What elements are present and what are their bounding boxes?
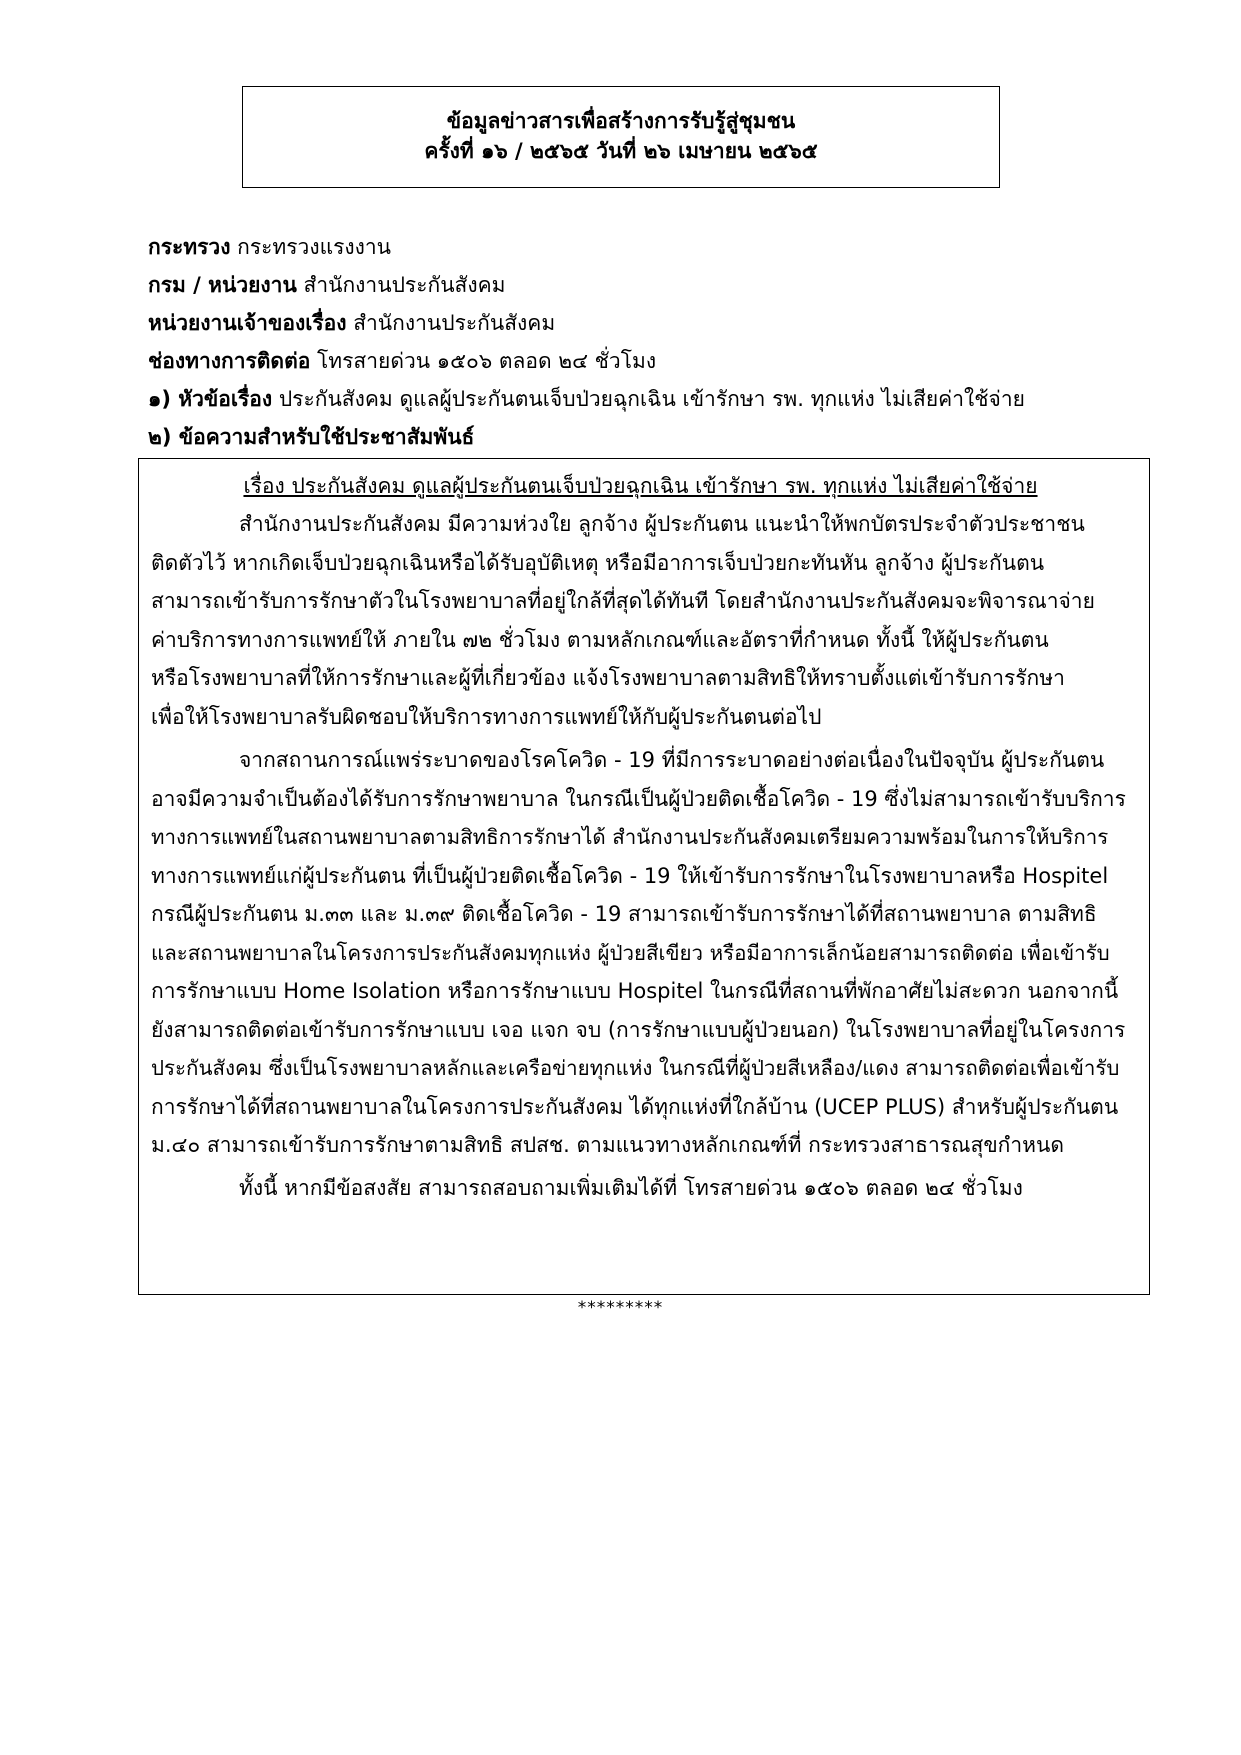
message-box — [138, 458, 1150, 1295]
paragraph-line: ม.๔๐ สามารถเข้ารับการรักษาตามสิทธิ สปสช. ตามแนวทางหลักเกณฑ์ที่ กระทรวงสาธารณสุขกำหนด — [151, 1133, 1065, 1157]
meta-department-label: กรม / หน่วยงาน — [148, 273, 297, 297]
meta-department-value: สำนักงานประกันสังคม — [296, 273, 506, 297]
meta-message-heading — [148, 418, 1148, 456]
paragraph-line: และสถานพยาบาลในโครงการประกันสังคมทุกแห่ง ผู้ป่วยสีเขียว หรือมีอาการเล็กน้อยสามารถติดต่อ เพื่อเข้ารับ — [151, 940, 1110, 965]
paragraph-line: สามารถเข้ารับการรักษาตัวในโรงพยาบาลที่อยู่ใกล้ที่สุดได้ทันที โดยสำนักงานประกันสังคมจะพิจารณาจ่าย — [151, 589, 1095, 613]
paragraph-line: ประกันสังคม ซึ่งเป็นโรงพยาบาลหลักและเครือข่ายทุกแห่ง ในกรณีที่ผู้ป่วยสีเหลือง/แดง สามารถติดต่อเพื่อเข้ารับ — [151, 1056, 1120, 1080]
meta-ministry-value: กระทรวงแรงงาน — [230, 235, 392, 259]
meta-owner-value: สำนักงานประกันสังคม — [346, 311, 556, 335]
paragraph-line: ทางการแพทย์แก่ผู้ประกันตน ที่เป็นผู้ป่วยติดเชื้อโควิด - 19 ให้เข้ารับการรักษาในโรงพยาบาลหรือ Hospitel — [151, 863, 1109, 888]
meta-contact — [148, 342, 1148, 380]
paragraph-line: ทางการแพทย์ในสถานพยาบาลตามสิทธิการรักษาได้ สำนักงานประกันสังคมเตรียมความพร้อมในการให้บริการ — [151, 825, 1109, 849]
meta-topic-value: ประกันสังคม ดูแลผู้ประกันตนเจ็บป่วยฉุกเฉิน เข้ารักษา รพ. ทุกแห่ง ไม่เสียค่าใช้จ่าย — [272, 387, 1025, 411]
paragraph-line: กรณีผู้ประกันตน ม.๓๓ และ ม.๓๙ ติดเชื้อโควิด - 19 สามารถเข้ารับการรักษาได้ที่สถานพยาบาล ตามสิทธิ — [151, 902, 1097, 926]
end-of-document-mark: ********* — [577, 1298, 664, 1318]
paragraph-line: การรักษาแบบ Home Isolation หรือการรักษาแบบ Hospitel ในกรณีที่สถานที่พักอาศัยไม่สะดวก นอกจากนี้ — [151, 979, 1119, 1003]
meta-owner — [148, 304, 1148, 342]
message-paragraph-1 — [151, 505, 1130, 736]
header-title: ข้อมูลข่าวสารเพื่อสร้างการรับรู้สู่ชุมชน — [446, 109, 796, 133]
paragraph-line: การรักษาได้ที่สถานพยาบาลในโครงการประกันสังคม ได้ทุกแห่งที่ใกล้บ้าน (UCEP PLUS) สำหรับผู้ประกันตน — [151, 1094, 1119, 1119]
paragraph-line: อาจมีความจำเป็นต้องได้รับการรักษาพยาบาล ในกรณีเป็นผู้ป่วยติดเชื้อโควิด - 19 ซึ่งไม่สามารถเข้ารับบริการ — [151, 786, 1126, 811]
meta-ministry-label: กระทรวง — [148, 235, 231, 259]
document-header-box — [242, 86, 1000, 188]
meta-department — [148, 266, 1148, 304]
paragraph-line: ค่าบริการทางการแพทย์ให้ ภายใน ๗๒ ชั่วโมง ตามหลักเกณฑ์และอัตราที่กำหนด ทั้งนี้ ให้ผู้ประกันตน — [151, 627, 1049, 652]
message-paragraph-2 — [151, 741, 1130, 1165]
meta-topic-label: ๑) หัวข้อเรื่อง — [148, 387, 273, 411]
message-title: เรื่อง ประกันสังคม ดูแลผู้ประกันตนเจ็บป่วยฉุกเฉิน เข้ารักษา รพ. ทุกแห่ง ไม่เสียค่าใช้จ่าย — [243, 474, 1038, 498]
document-meta — [148, 228, 1148, 456]
meta-owner-label: หน่วยงานเจ้าของเรื่อง — [148, 311, 347, 335]
message-closing: ทั้งนี้ หากมีข้อสงสัย สามารถสอบถามเพิ่มเติมได้ที่ โทรสายด่วน ๑๕๐๖ ตลอด ๒๔ ชั่วโมง — [239, 1175, 1023, 1200]
paragraph-line: เพื่อให้โรงพยาบาลรับผิดชอบให้บริการทางการแพทย์ให้กับผู้ประกันตนต่อไป — [151, 704, 822, 729]
meta-topic — [148, 380, 1148, 418]
meta-contact-value: โทรสายด่วน ๑๕๐๖ ตลอด ๒๔ ชั่วโมง — [310, 349, 657, 373]
paragraph-line: ยังสามารถติดต่อเข้ารับการรักษาแบบ เจอ แจก จบ (การรักษาแบบผู้ป่วยนอก) ในโรงพยาบาลที่อยู่ในโครงการ — [151, 1017, 1126, 1042]
meta-contact-label: ช่องทางการติดต่อ — [148, 349, 311, 373]
meta-message-label: ๒) ข้อความสำหรับใช้ประชาสัมพันธ์ — [148, 425, 475, 449]
paragraph-line: หรือโรงพยาบาลที่ให้การรักษาและผู้ที่เกี่ยวข้อง แจ้งโรงพยาบาลตามสิทธิให้ทราบตั้งแต่เข้ารับการรักษา — [151, 666, 1065, 690]
paragraph-line: ติดตัวไว้ หากเกิดเจ็บป่วยฉุกเฉินหรือได้รับอุบัติเหตุ หรือมีอาการเจ็บป่วยกะทันหัน ลูกจ้าง ผู้ประกันตน — [151, 550, 1045, 575]
paragraph-line: สำนักงานประกันสังคม มีความห่วงใย ลูกจ้าง ผู้ประกันตน แนะนำให้พกบัตรประจำตัวประชาชน — [239, 512, 1085, 536]
header-issue-date: ครั้งที่ ๑๖ / ๒๕๖๕ วันที่ ๒๖ เมษายน ๒๕๖๕ — [424, 139, 818, 163]
paragraph-line: จากสถานการณ์แพร่ระบาดของโรคโควิด - 19 ที่มีการระบาดอย่างต่อเนื่องในปัจจุบัน ผู้ประกันตน — [239, 748, 1105, 772]
meta-ministry — [148, 228, 1148, 266]
